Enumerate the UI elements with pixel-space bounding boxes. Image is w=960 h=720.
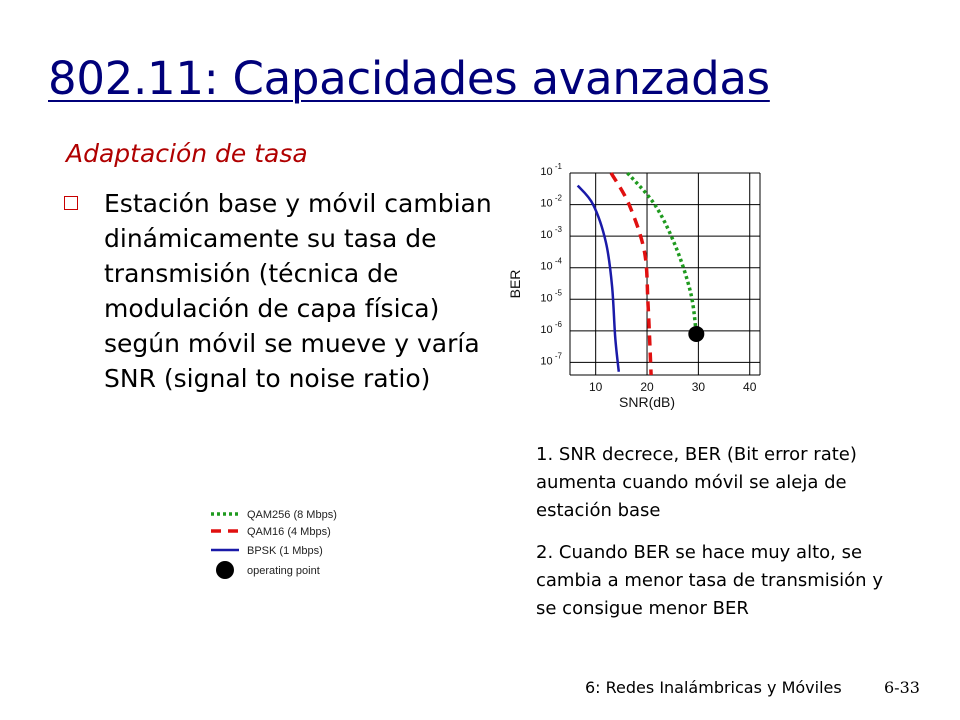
note-1: 1. SNR decrece, BER (Bit error rate) aumenta cuando móvil se aleja de estación base	[536, 444, 857, 521]
y-tick-label: 10 $^{-6}$	[540, 319, 562, 336]
y-tick-label: 10 $^{-1}$	[540, 162, 562, 178]
y-tick-label: 10 $^{-4}$	[540, 256, 562, 273]
legend-label: BPSK (1 Mbps)	[247, 545, 323, 557]
x-tick-label: 20	[640, 380, 654, 394]
y-axis-label: BER	[507, 269, 523, 299]
legend-operating-point-icon	[216, 561, 234, 579]
slide-subtitle: Adaptación de tasa	[66, 139, 308, 168]
y-tick-label: 10 $^{-3}$	[540, 225, 562, 242]
slide-title: 802.11: Capacidades avanzadas	[48, 52, 770, 105]
series-line-solid	[578, 186, 619, 372]
operating-point-marker	[688, 326, 704, 342]
square-bullet-icon	[64, 196, 78, 210]
series-line-dotted	[628, 173, 697, 334]
y-tick-label: 10 $^{-5}$	[540, 288, 562, 305]
y-tick-label: 10 $^{-7}$	[540, 351, 562, 368]
footer-course-title: 6: Redes Inalámbricas y Móviles	[585, 678, 842, 697]
x-tick-label: 40	[743, 380, 757, 394]
legend-label: operating point	[247, 565, 320, 577]
bullet-text: Estación base y móvil cambian dinámicamente su tasa de transmisión (técnica de modulación de capa física) según móvil se mueve y varía SNR (signal to noise ratio)	[104, 189, 492, 393]
chart-grid	[570, 173, 760, 375]
legend-label: QAM16 (4 Mbps)	[247, 526, 331, 538]
legend-label: QAM256 (8 Mbps)	[247, 509, 337, 521]
chart-series	[578, 173, 705, 375]
note-2: 2. Cuando BER se hace muy alto, se cambia a menor tasa de transmisión y se consigue menor BER	[536, 542, 883, 619]
x-tick-label: 10	[588, 380, 603, 394]
x-tick-labels	[589, 380, 757, 394]
bullet-item	[64, 186, 504, 396]
y-tick-label: 10 $^{-2}$	[540, 193, 562, 210]
x-axis-label: SNR(dB)	[619, 394, 676, 410]
footer-page-number: 6-33	[884, 678, 920, 697]
x-tick-label: 30	[691, 380, 706, 394]
y-tick-labels	[540, 162, 562, 367]
ber-snr-chart	[500, 150, 780, 420]
chart-legend	[205, 500, 405, 590]
